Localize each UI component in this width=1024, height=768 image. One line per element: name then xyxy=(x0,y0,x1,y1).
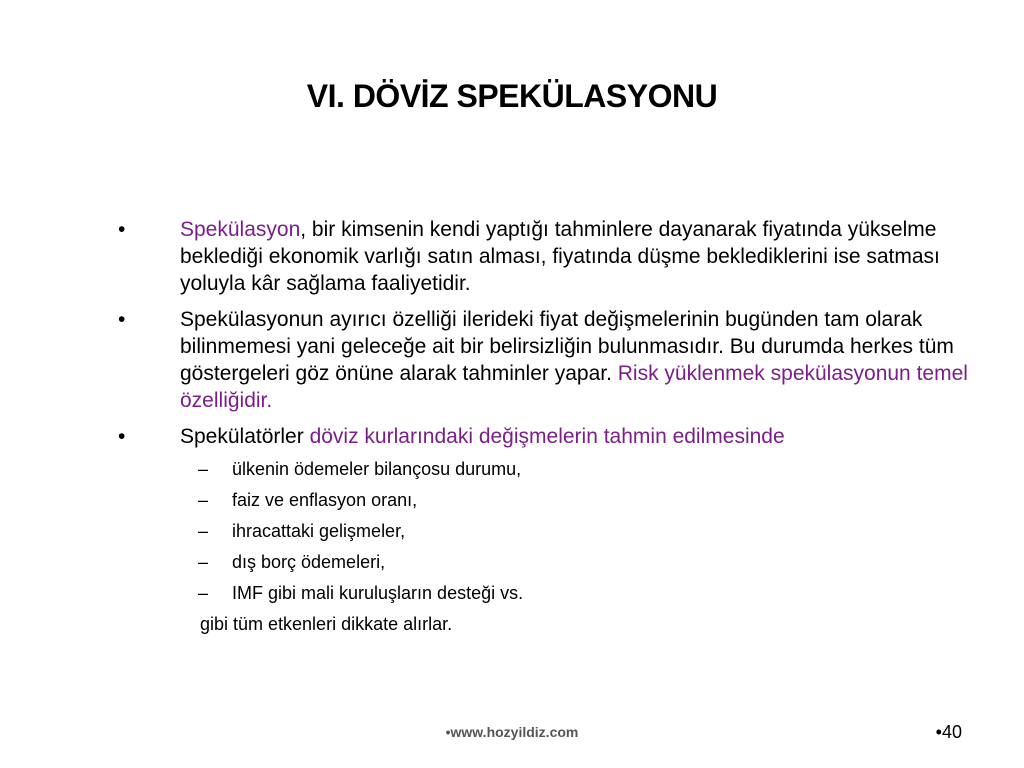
sub-item-text: ülkenin ödemeler bilançosu durumu, xyxy=(232,459,522,479)
page-number: •40 xyxy=(935,722,962,742)
dash-marker: – xyxy=(198,552,209,572)
sub-item xyxy=(112,457,992,481)
slide-content xyxy=(112,216,992,636)
dash-marker: – xyxy=(198,459,209,479)
sub-item xyxy=(112,519,992,543)
bullet-marker: • xyxy=(118,308,126,331)
bullet-item-speculation-feature xyxy=(112,306,992,414)
footer-url: •www.hozyildiz.com xyxy=(445,724,579,740)
sub-item-text: ihracattaki gelişmeler, xyxy=(232,521,406,541)
bullet-item-speculators xyxy=(112,423,992,450)
bullet-lead-term: Spekülasyon xyxy=(180,218,301,241)
sub-item xyxy=(112,550,992,574)
bullet-marker: • xyxy=(118,218,126,241)
sub-item-text: faiz ve enflasyon oranı, xyxy=(232,490,418,510)
dash-marker: – xyxy=(198,490,209,510)
closing-text: gibi tüm etkenleri dikkate alırlar. xyxy=(200,614,453,634)
sub-item-text: IMF gibi mali kuruluşların desteği vs. xyxy=(232,583,524,603)
bullet-text: Spekülatörler xyxy=(180,425,310,448)
sub-item xyxy=(112,488,992,512)
bullet-item-speculation-definition xyxy=(112,216,992,297)
sub-item-text: dış borç ödemeleri, xyxy=(232,552,386,572)
bullet-highlight: döviz kurlarındaki değişmelerin tahmin edilmesinde xyxy=(309,425,785,448)
sub-item xyxy=(112,581,992,605)
bullet-text: , bir kimsenin kendi yaptığı tahminlere dayanarak fiyatında yükselme beklediği ekonomik varlığı satın alması, fiyatında düşme beklediklerini ise satması yoluyla kâr sağlama faaliyetidir. xyxy=(180,218,940,295)
bullet-marker: • xyxy=(118,425,126,448)
dash-marker: – xyxy=(198,521,209,541)
bullet-highlight: Risk yüklenmek spekülasyonun temel özelliğidir. xyxy=(180,362,968,412)
sub-list xyxy=(112,457,992,605)
slide-title: VI. DÖVİZ SPEKÜLASYONU xyxy=(306,78,718,114)
bullet-text: Spekülasyonun ayırıcı özelliği ilerideki fiyat değişmelerinin bugünden tam olarak bilinmemesi yani geleceğe ait bir belirsizliğin bulunmasıdır. Bu durumda herkes tüm göstergeleri göz önüne alarak tahminler yapar. xyxy=(180,308,954,385)
dash-marker: – xyxy=(198,583,209,603)
